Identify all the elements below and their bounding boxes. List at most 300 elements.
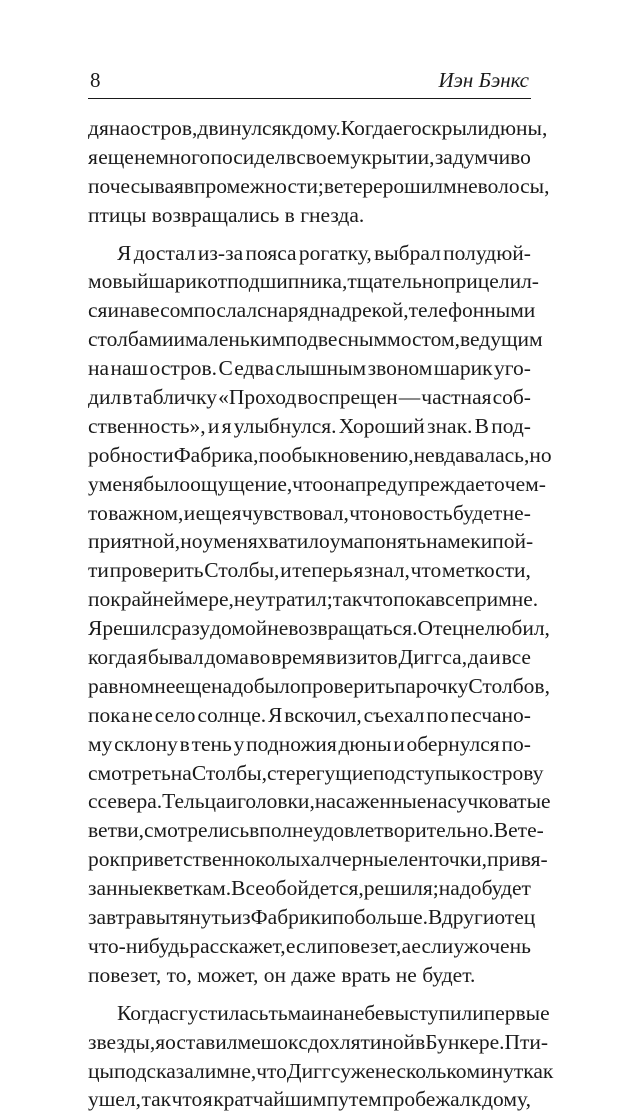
word: двинулся (197, 116, 282, 140)
word: ственность», (88, 413, 206, 438)
word: песчано- (450, 702, 531, 727)
word: на (88, 356, 110, 381)
word: достал (133, 240, 196, 265)
word: выступили (384, 1000, 484, 1025)
word: ся (88, 298, 108, 323)
word: меткости, (441, 558, 531, 583)
word: Фабрики (250, 905, 333, 930)
word: несколько (374, 1058, 467, 1083)
word: но (529, 442, 552, 467)
word: пой- (492, 529, 534, 554)
word: еще (98, 144, 134, 169)
word: шарик (433, 356, 493, 381)
word: надо (211, 673, 254, 698)
word: Столбы, (191, 760, 267, 785)
text-line (88, 759, 544, 788)
word: хватило (257, 529, 330, 554)
word: рогатку, (298, 240, 372, 265)
word: острову (471, 760, 544, 785)
word: — (398, 385, 421, 410)
word: вдавалась, (434, 442, 530, 467)
word: очень (479, 933, 531, 958)
word: Вдруг (428, 905, 483, 930)
word: проверить (300, 673, 395, 698)
word: не (463, 616, 485, 641)
word: привя- (486, 847, 548, 872)
word: с (298, 1029, 308, 1054)
word: полудюй- (443, 240, 531, 265)
word: обойдется, (264, 876, 364, 901)
text-line (88, 999, 550, 1028)
word: не (233, 587, 255, 612)
word: чем- (504, 471, 546, 496)
text-line (88, 787, 551, 816)
word: пояса (245, 240, 297, 265)
word: Хороший (338, 413, 425, 438)
word: было (253, 673, 301, 698)
paragraph (88, 239, 552, 990)
word: мостом, (387, 327, 460, 352)
word: посидел (210, 144, 286, 169)
paragraph (88, 114, 550, 230)
word: и (107, 298, 119, 323)
word: что (292, 471, 323, 496)
word: сгустилась (169, 1000, 269, 1025)
word: пока (393, 587, 435, 612)
text-line (88, 1028, 549, 1057)
word: стерегущие (266, 760, 373, 785)
word: волосы, (477, 173, 550, 198)
word: в (122, 385, 133, 410)
word: Бункере. (425, 1029, 505, 1054)
word: но (180, 529, 203, 554)
word: от (207, 269, 228, 294)
word: в (179, 731, 190, 756)
word: ерошил (373, 173, 443, 198)
word: не (413, 442, 435, 467)
word: решил (102, 616, 162, 641)
word: ветви, (88, 818, 144, 843)
word: и (173, 327, 185, 352)
word: как (523, 1058, 554, 1083)
text-line: повезет, то, может, он даже врать не будет. (88, 962, 476, 987)
word: и (207, 413, 220, 438)
word: что-нибудь (88, 933, 190, 958)
word: что (362, 587, 394, 612)
word: остров. (149, 356, 218, 381)
word: а (401, 933, 412, 958)
word: новость (380, 500, 453, 525)
text-line (88, 585, 539, 614)
word: Когда (340, 116, 394, 140)
word: немного (134, 144, 211, 169)
word: почесывая (88, 173, 184, 198)
word: рекой, (351, 298, 409, 323)
text-line (88, 874, 531, 903)
word: мне. (498, 587, 539, 612)
word: что (349, 500, 380, 525)
word: съехал (363, 702, 425, 727)
word: у (202, 529, 214, 554)
word: и (480, 529, 493, 554)
word: уже (340, 1058, 375, 1083)
word: вскочил, (284, 702, 362, 727)
word: будет (452, 500, 503, 525)
text-line (88, 1057, 554, 1086)
word: так (332, 587, 363, 612)
word: навесом (118, 298, 194, 323)
word: еще (195, 500, 232, 525)
word: табличку (133, 385, 218, 410)
word: послал (193, 298, 258, 323)
word: слышным (275, 356, 367, 381)
word: повезет, (328, 933, 402, 958)
word: по (88, 587, 111, 612)
word: солнце. (197, 702, 267, 727)
text-line (88, 354, 531, 383)
word: ощущение, (190, 471, 293, 496)
word: подвесным (285, 327, 388, 352)
word: удовлетворительно. (313, 818, 494, 843)
word: тьма (268, 1000, 311, 1025)
word: знак. (427, 413, 473, 438)
word: и (393, 731, 405, 756)
word: дома (204, 645, 249, 670)
word: скрыли (421, 116, 490, 140)
word: по- (501, 731, 531, 756)
word: на (108, 116, 130, 140)
word: кратчайшим (213, 1087, 327, 1112)
word: утратил; (254, 587, 333, 612)
word: снаряд (257, 298, 320, 323)
word: по (426, 702, 449, 727)
body-text (88, 114, 554, 1114)
word: отец (494, 905, 536, 930)
paragraph (88, 999, 554, 1114)
word: частная (421, 385, 492, 410)
text-line (88, 1085, 531, 1114)
word: я (353, 558, 364, 583)
word: решил (363, 876, 423, 901)
word: прицелил- (444, 269, 539, 294)
word: и (183, 500, 196, 525)
text-line (88, 441, 552, 470)
word: тень (191, 731, 232, 756)
word: домой (210, 616, 268, 641)
word: подступы (372, 760, 461, 785)
word: шарик (148, 269, 208, 294)
word: столбами (88, 327, 174, 352)
word: Столбы, (204, 558, 280, 583)
word: бывал (147, 645, 204, 670)
word: звоном (367, 356, 433, 381)
paragraph-gap (88, 230, 531, 239)
text-line (88, 701, 531, 730)
word: смотрелись (144, 818, 250, 843)
word: равно (88, 673, 141, 698)
word: время (271, 645, 326, 670)
word: и (489, 645, 501, 670)
word: Фабрика, (173, 442, 259, 467)
word: своем (296, 144, 350, 169)
page-number: 8 (90, 68, 101, 92)
word: то (88, 500, 108, 525)
word: вполне (249, 818, 314, 843)
word: тщательно (347, 269, 445, 294)
word: подшипника, (227, 269, 348, 294)
word: остров, (129, 116, 198, 140)
word: важном, (108, 500, 184, 525)
word: небе (343, 1000, 385, 1025)
word: головки, (237, 789, 315, 814)
word: у (233, 731, 245, 756)
word: рок (88, 847, 120, 872)
word: я (155, 1029, 166, 1054)
word: я (221, 413, 232, 438)
word: его (393, 116, 422, 140)
word: укрытии, (350, 144, 435, 169)
word: Столбов, (468, 673, 550, 698)
word: и (280, 558, 292, 583)
word: Я (117, 240, 132, 265)
word: чувствовал, (241, 500, 349, 525)
word: мере, (185, 587, 234, 612)
word: теперь (292, 558, 353, 583)
text-line: птицы возвращались в гнезда. (88, 202, 365, 227)
word: путем (326, 1087, 382, 1112)
word: смотреть (88, 760, 171, 785)
running-head: Иэн Бэнкс (438, 68, 529, 92)
text-line (88, 499, 531, 528)
word: побольше. (332, 905, 429, 930)
word: и (225, 789, 238, 814)
word: занные (88, 876, 154, 901)
word: дил (88, 385, 122, 410)
word: мешок (237, 1029, 299, 1054)
word: проверить (109, 558, 204, 583)
word: Все (231, 876, 265, 901)
word: и (482, 905, 495, 930)
word: мне (140, 673, 176, 698)
word: что (410, 558, 442, 583)
word: цы (88, 1058, 114, 1083)
word: она (322, 471, 355, 496)
word: так (141, 1087, 172, 1112)
word: маленьким (184, 327, 286, 352)
text-line (88, 527, 534, 556)
word: му (88, 731, 113, 756)
word: ленточки, (397, 847, 487, 872)
text-line (88, 643, 531, 672)
word: ведущим (459, 327, 543, 352)
word: я (202, 1087, 213, 1112)
word: да (467, 645, 489, 670)
word: колыхал (255, 847, 332, 872)
word: обыкновению, (280, 442, 414, 467)
word: мне, (216, 1058, 257, 1083)
text-line (88, 730, 531, 759)
word: В (474, 413, 489, 438)
text-line (88, 556, 531, 585)
word: на (170, 760, 192, 785)
text-line (88, 114, 548, 143)
text-line (88, 903, 536, 932)
word: Я (88, 616, 103, 641)
word: крайней (110, 587, 186, 612)
word: на (322, 1000, 344, 1025)
word: обернулся (406, 731, 500, 756)
word: над (319, 298, 352, 323)
word: я (137, 645, 148, 670)
word: в (415, 1029, 426, 1054)
word: ума (329, 529, 364, 554)
word: Когда (117, 1000, 170, 1025)
word: склону (114, 731, 178, 756)
word: все (501, 645, 531, 670)
word: из (230, 905, 251, 930)
word: минут (466, 1058, 524, 1083)
word: подножия (246, 731, 337, 756)
text-line (88, 932, 531, 961)
word: с (88, 789, 98, 814)
word: Тельца (162, 789, 226, 814)
text-line (88, 325, 543, 354)
word: С (218, 356, 233, 381)
word: визитов (326, 645, 398, 670)
word: понять (363, 529, 427, 554)
word: я (231, 500, 242, 525)
word: что (171, 1087, 203, 1112)
word: промежности; (194, 173, 324, 198)
word: наш (110, 356, 149, 381)
word: Диггса, (398, 645, 468, 670)
word: если (285, 933, 328, 958)
word: приятной, (88, 529, 181, 554)
word: Я (267, 702, 283, 727)
word: я (88, 144, 98, 169)
word: ушел, (88, 1087, 141, 1112)
word: Диггс (286, 1058, 341, 1083)
text-line (88, 470, 546, 499)
word: воспрещен (297, 385, 398, 410)
word: завтра (88, 905, 146, 930)
word: парочку (394, 673, 469, 698)
word: веткам. (163, 876, 232, 901)
text-line (88, 412, 531, 441)
word: я; (422, 876, 439, 901)
word: намек (426, 529, 481, 554)
word: что (256, 1058, 287, 1083)
text-line (88, 239, 531, 268)
word: звезды, (88, 1029, 156, 1054)
word: под- (491, 413, 531, 438)
word: возвращаться. (288, 616, 418, 641)
word: вытянуть (145, 905, 231, 930)
word: соб- (492, 385, 531, 410)
word: расскажет, (189, 933, 286, 958)
text-line (88, 672, 550, 701)
word: по (258, 442, 281, 467)
word: на (426, 789, 448, 814)
word: выбрал (374, 240, 441, 265)
word: к (460, 760, 472, 785)
word: «Проход (218, 385, 297, 410)
word: в (285, 144, 296, 169)
word: Отец (417, 616, 464, 641)
word: подсказали (113, 1058, 217, 1083)
word: дохлятиной (307, 1029, 416, 1054)
text-line (88, 614, 550, 643)
word: дя (88, 116, 109, 140)
word: любил, (484, 616, 550, 641)
word: задумчиво (434, 144, 531, 169)
word: ветер (323, 173, 374, 198)
word: когда (88, 645, 137, 670)
word: в (183, 173, 195, 198)
text-line (88, 816, 544, 845)
word: приветственно (119, 847, 256, 872)
word: Пти- (504, 1029, 549, 1054)
word: едва (234, 356, 274, 381)
word: мовый (88, 269, 149, 294)
word: к (153, 876, 164, 901)
word: пробежал (382, 1087, 471, 1112)
word: насаженные (314, 789, 427, 814)
word: севера. (97, 789, 163, 814)
word: к (471, 1087, 482, 1112)
word: дому. (291, 116, 341, 140)
word: о (494, 471, 505, 496)
word: меня (213, 529, 258, 554)
word: во (249, 645, 271, 670)
word: мне (442, 173, 478, 198)
word: из-за (197, 240, 244, 265)
word: надо (438, 876, 482, 901)
word: не (131, 702, 153, 727)
word: к (281, 116, 292, 140)
word: будет (481, 876, 531, 901)
word: черные (331, 847, 398, 872)
word: дюны (338, 731, 392, 756)
text-line (88, 845, 548, 874)
word: уж (453, 933, 479, 958)
text-line (88, 267, 539, 296)
word: дюны, (489, 116, 548, 140)
word: меня (98, 471, 144, 496)
word: улыбнулся. (233, 413, 337, 438)
word: дому, (482, 1087, 531, 1112)
word: если (411, 933, 454, 958)
page-header (88, 64, 531, 99)
word: сучковатые (447, 789, 551, 814)
word: робности (88, 442, 174, 467)
word: предупреждает (354, 471, 495, 496)
word: сразу (161, 616, 211, 641)
word: оставил (165, 1029, 238, 1054)
word: не- (502, 500, 531, 525)
word: ти (88, 558, 109, 583)
word: Вете- (493, 818, 544, 843)
text-line (88, 172, 550, 201)
word: село (154, 702, 196, 727)
text-line (88, 383, 531, 412)
word: пока (88, 702, 130, 727)
word: первые (483, 1000, 550, 1025)
word: еще (175, 673, 212, 698)
word: у (88, 471, 99, 496)
word: при (464, 587, 499, 612)
word: все (434, 587, 465, 612)
